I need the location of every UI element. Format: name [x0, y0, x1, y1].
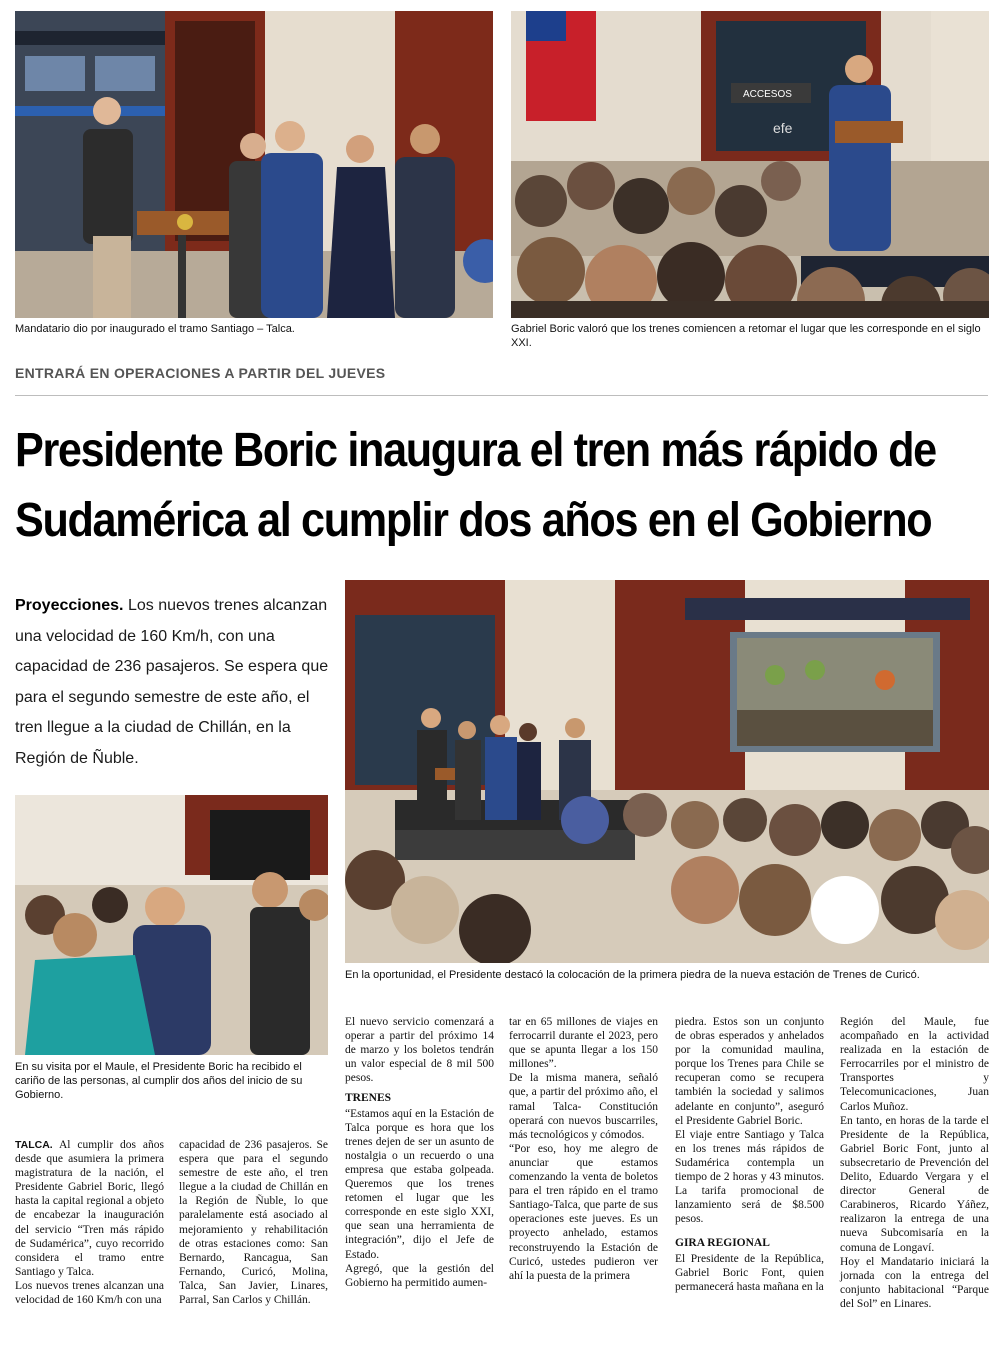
paragraph: Los nuevos trenes alcanzan una velocidad de 160 Km/h con una: [15, 1279, 164, 1307]
caption-mid-left: En su visita por el Maule, el Presidente Boric ha recibido el cariño de las personas, al cumplir dos años del inicio de su Gobierno.: [15, 1061, 303, 1101]
paragraph: [15, 1138, 164, 1279]
article-column-1: [15, 1138, 164, 1307]
photo-stage-screen: [345, 580, 989, 963]
paragraph: El nuevo servicio comenzará a operar a partir del próximo 14 de marzo y los boletos tendrán un valor especial de 8 mil 500 pesos.: [345, 1016, 494, 1085]
article-column-4: [509, 1015, 658, 1283]
photo-inauguration-podium: [15, 11, 493, 318]
headline-line-1: Presidente Boric inaugura el tren más rápido de: [15, 424, 936, 477]
paragraph: “Estamos aquí en la Estación de Talca porque es hora que los trenes dejen de ser un asunto de nostalgia o un recuerdo o una empresa que estaba golpeada. Queremos que los trenes retomen el lugar que les corresponde en este siglo XXI, que sean una herramienta de integración”, dijo el Jefe de Estado.: [345, 1107, 494, 1261]
caption-mid-right: En la oportunidad, el Presidente destacó la colocación de la primera piedra de la nueva estación de Trenes de Curicó.: [345, 969, 920, 981]
subhead-gira-regional: GIRA REGIONAL: [675, 1237, 770, 1250]
paragraph: El viaje entre Santiago y Talca en los trenes más rápidos de Sudamérica contempla un tiempo de 2 horas y 43 minutos. La tarifa promocional de lanzamiento será de $8.500 pesos.: [675, 1128, 824, 1226]
paragraph: “Por eso, hoy me alegro de anunciar que estamos comenzando la venta de boletos para el tren rápido en el tramo Santiago-Talca, que parte de sus operaciones este jueves. Es un proyecto anhelado, estamos reconstruyendo la Estación de Curicó, ustedes pudieron ver ahí la puesta de la primera: [509, 1142, 658, 1282]
paragraph: tar en 65 millones de viajes en ferrocarril durante el 2023, pero que se apunta llegar a los 150 millones”.: [509, 1016, 658, 1071]
headline: [15, 416, 936, 556]
station-brand-text: efe: [773, 120, 793, 136]
article-column-2: [179, 1138, 328, 1307]
paragraph: Hoy el Mandatario iniciará la jornada con la entrega del conjunto habitacional “Parque del Sol” en Linares.: [840, 1255, 989, 1310]
paragraph: En tanto, en horas de la tarde el Presidente de la República, Gabriel Boric Font, junto al subsecretario de Prevención del Delito, Eduardo Vergara y el director General de Carabineros, Ricardo Yáñez, realizaron la entrega de una nueva Subcomisaría en la comuna de Longaví.: [840, 1114, 989, 1254]
lead-label: Proyecciones.: [15, 597, 124, 614]
article-column-6: [840, 1015, 989, 1311]
article-column-5: [675, 1015, 824, 1294]
divider-rule: [15, 395, 988, 396]
caption-top-left: Mandatario dio por inaugurado el tramo Santiago – Talca.: [15, 323, 295, 335]
article-column-3: [345, 1015, 494, 1290]
kicker: ENTRARÁ EN OPERACIONES A PARTIR DEL JUEVES: [15, 365, 386, 381]
paragraph: De la misma manera, señaló que, a partir del próximo año, el ramal Talca- Constitución operará con nuevos buscarriles, más tecnológicos y cómodos.: [509, 1072, 658, 1141]
photo-boric-speech: [511, 11, 989, 318]
headline-line-2: Sudamérica al cumplir dos años en el Gobierno: [15, 494, 932, 547]
station-sign-text: ACCESOS: [743, 89, 792, 100]
paragraph: Agregó, que la gestión del Gobierno ha permitido aumen-: [345, 1262, 494, 1289]
paragraph: Región del Maule, fue acompañado en la actividad realizada en la estación de Ferrocarriles por el ministro de Transportes y Telecomunicaciones, Juan Carlos Muñoz.: [840, 1016, 989, 1113]
subhead-trenes: TRENES: [345, 1092, 392, 1105]
lead-paragraph: [15, 591, 333, 774]
photo-boric-hug: [15, 795, 328, 1055]
paragraph: capacidad de 236 pasajeros. Se espera que para el segundo semestre de este año, el tren llegue a la ciudad de Chillán en la Región de Ñuble, lo que paralelamente está asociado al mejoramiento y rehabilitación de otras estaciones como: San Bernardo, Rancagua, San Fernando, Curicó, Molina, Talca, San Javier, Linares, Parral, San Carlos y Chillán.: [179, 1139, 328, 1307]
lead-text: Los nuevos trenes alcanzan una velocidad de 160 Km/h, con una capacidad de 236 pasajeros. Se espera que para el segundo semestre de este año, el tren llegue a la ciudad de Chillán, en la Región de Ñuble.: [15, 597, 329, 767]
paragraph: piedra. Estos son un conjunto de obras esperados y anhelados por la comunidad maulina, porque los Trenes para Chile se recuperan como se recupera también la sociedad y salimos adelante en conjunto”, aseguró el Presidente Gabriel Boric.: [675, 1016, 824, 1127]
dateline: TALCA.: [15, 1139, 53, 1151]
paragraph-text: Al cumplir dos años desde que asumiera la primera magistratura de la nación, el Presidente Gabriel Boric, llegó hasta la capital regional a objeto de encabezar la inauguración del servicio “Tren más rápido de Sudamérica”, cuyo recorrido considera el tramo entre Santiago y Talca.: [15, 1139, 164, 1278]
caption-top-right: Gabriel Boric valoró que los trenes comiencen a retomar el lugar que les corresponde en el siglo XXI.: [511, 323, 981, 349]
paragraph: El Presidente de la República, Gabriel Boric Font, quien permanecerá hasta mañana en la: [675, 1252, 824, 1293]
